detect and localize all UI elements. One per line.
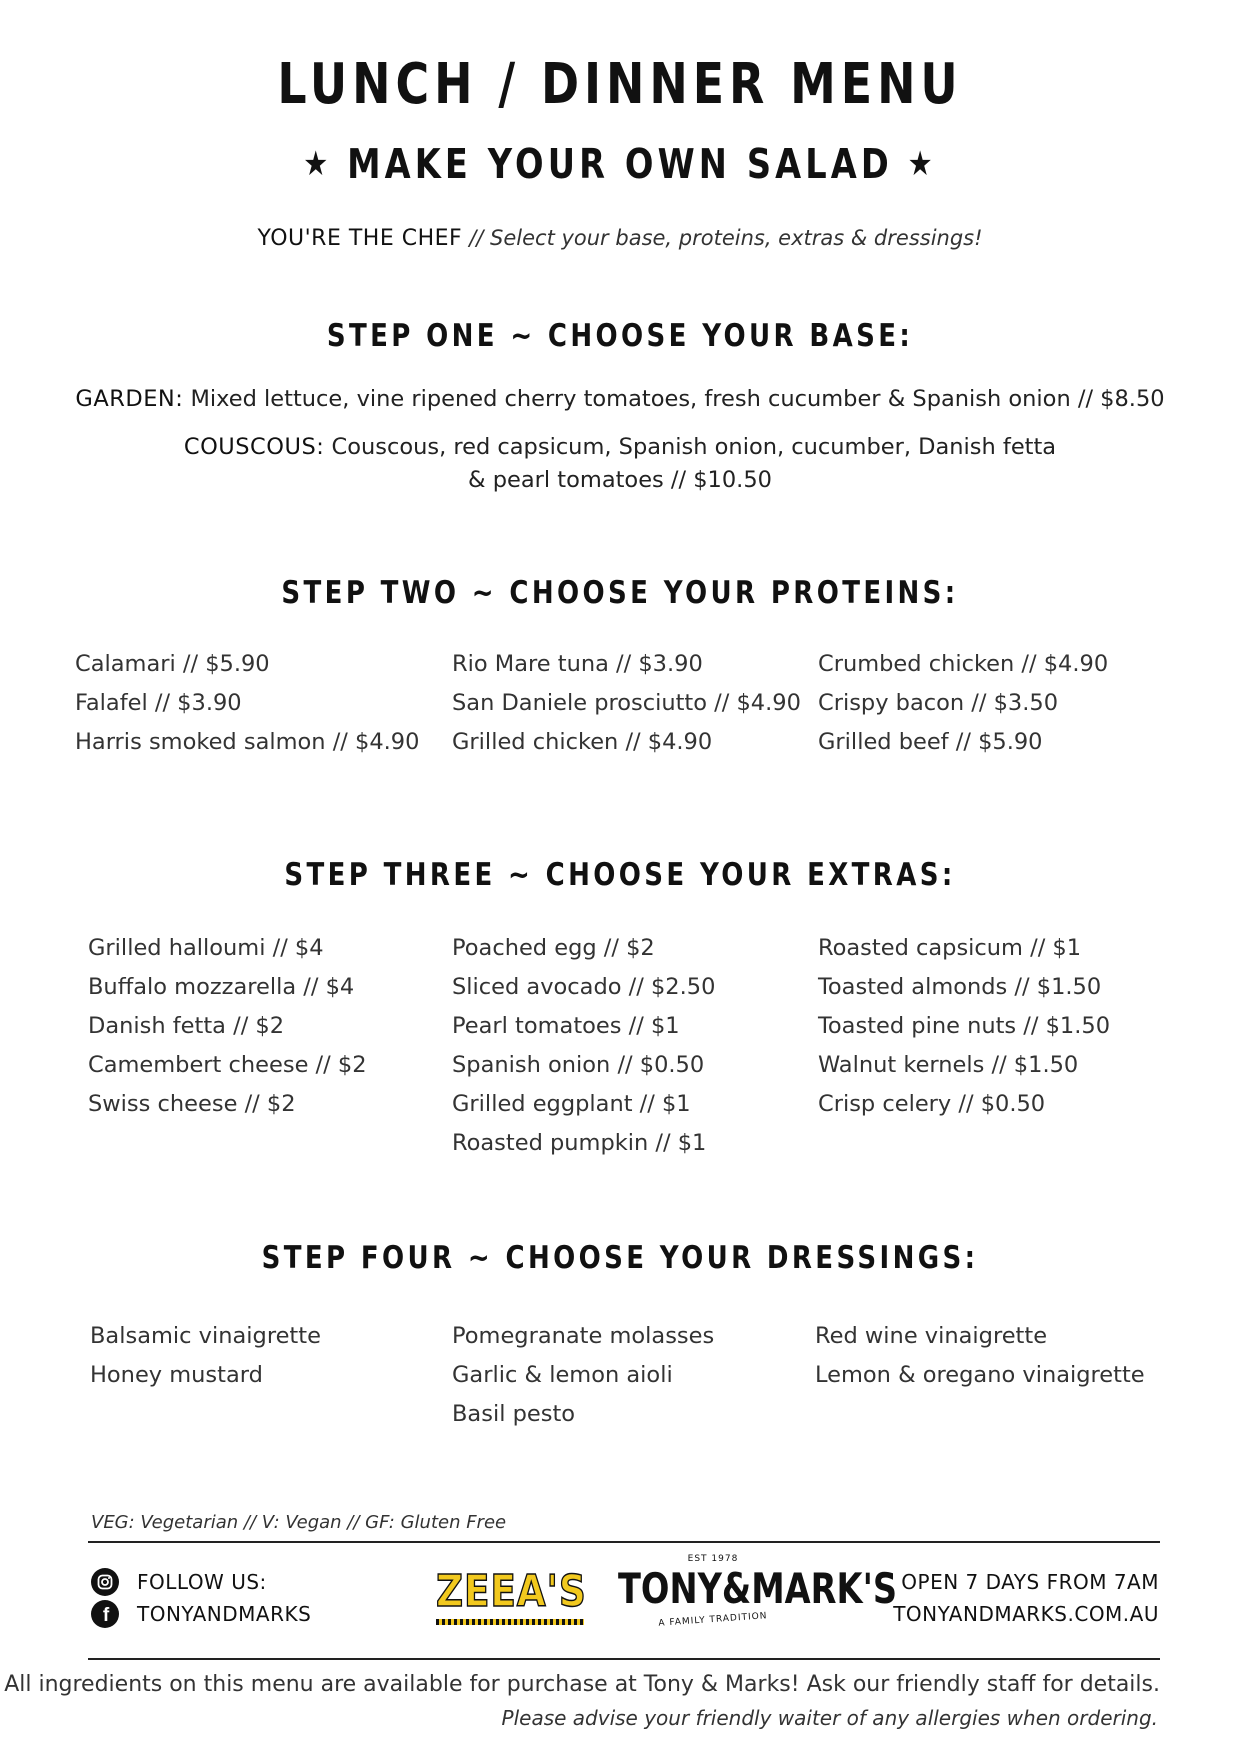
list-item: Roasted pumpkin // $1 bbox=[452, 1130, 707, 1156]
base-couscous bbox=[0, 434, 1240, 460]
list-item: Grilled beef // $5.90 bbox=[818, 729, 1043, 755]
divider-bottom bbox=[88, 1658, 1160, 1660]
list-item: Buffalo mozzarella // $4 bbox=[88, 974, 355, 1000]
star-icon: ★ bbox=[303, 144, 333, 184]
list-item: Rio Mare tuna // $3.90 bbox=[452, 651, 703, 677]
base-couscous-text: Couscous, red capsicum, Spanish onion, cucumber, Danish fetta bbox=[331, 434, 1057, 460]
list-item: Danish fetta // $2 bbox=[88, 1013, 285, 1039]
list-item: Swiss cheese // $2 bbox=[88, 1091, 296, 1117]
ingredients-note: All ingredients on this menu are available for purchase at Tony & Marks! Ask our friendly staff for details. bbox=[4, 1672, 1160, 1697]
social-handle[interactable]: TONYANDMARKS bbox=[137, 1602, 312, 1626]
list-item: Grilled eggplant // $1 bbox=[452, 1091, 691, 1117]
proteins-col-2 bbox=[452, 645, 801, 762]
list-item: Pomegranate molasses bbox=[452, 1323, 715, 1349]
proteins-col-3 bbox=[818, 645, 1108, 762]
zeeas-logo-text: ZEEA'S bbox=[436, 1566, 587, 1617]
list-item: Toasted pine nuts // $1.50 bbox=[818, 1013, 1111, 1039]
list-item: Sliced avocado // $2.50 bbox=[452, 974, 716, 1000]
list-item: Harris smoked salmon // $4.90 bbox=[75, 729, 420, 755]
facebook-row bbox=[91, 1600, 311, 1628]
list-item: San Daniele prosciutto // $4.90 bbox=[452, 690, 801, 716]
list-item: Pearl tomatoes // $1 bbox=[452, 1013, 680, 1039]
list-item: Camembert cheese // $2 bbox=[88, 1052, 367, 1078]
list-item: Grilled halloumi // $4 bbox=[88, 935, 324, 961]
step-two-heading: STEP TWO ~ CHOOSE YOUR PROTEINS: bbox=[281, 575, 959, 611]
menu-title: LUNCH / DINNER MENU bbox=[277, 52, 963, 117]
dressings-col-3 bbox=[815, 1317, 1145, 1395]
step-four-heading: STEP FOUR ~ CHOOSE YOUR DRESSINGS: bbox=[261, 1240, 979, 1276]
allergy-note: Please advise your friendly waiter of any allergies when ordering. bbox=[501, 1706, 1158, 1730]
list-item: Spanish onion // $0.50 bbox=[452, 1052, 705, 1078]
dressings-col-2 bbox=[452, 1317, 714, 1434]
tagline-rest: // Select your base, proteins, extras & dressings! bbox=[469, 226, 983, 250]
proteins-col-1 bbox=[75, 645, 419, 762]
list-item: Poached egg // $2 bbox=[452, 935, 655, 961]
star-icon: ★ bbox=[907, 144, 937, 184]
list-item: Red wine vinaigrette bbox=[815, 1323, 1048, 1349]
website-link[interactable]: TONYANDMARKS.COM.AU bbox=[893, 1602, 1159, 1626]
list-item: Calamari // $5.90 bbox=[75, 651, 270, 677]
list-item: Garlic & lemon aioli bbox=[452, 1362, 673, 1388]
extras-col-1 bbox=[88, 929, 367, 1124]
list-item: Basil pesto bbox=[452, 1401, 576, 1427]
step-three-heading: STEP THREE ~ CHOOSE YOUR EXTRAS: bbox=[284, 857, 956, 893]
list-item: Lemon & oregano vinaigrette bbox=[815, 1362, 1145, 1388]
list-item: Toasted almonds // $1.50 bbox=[818, 974, 1102, 1000]
zeeas-logo bbox=[436, 1566, 613, 1625]
list-item: Balsamic vinaigrette bbox=[90, 1323, 321, 1349]
menu-subtitle bbox=[112, 140, 1129, 188]
extras-col-2 bbox=[452, 929, 715, 1163]
logo-tagline: A FAMILY TRADITION bbox=[658, 1611, 768, 1629]
instagram-icon[interactable] bbox=[91, 1568, 119, 1596]
base-garden bbox=[0, 386, 1240, 412]
list-item: Crisp celery // $0.50 bbox=[818, 1091, 1046, 1117]
follow-label: FOLLOW US: bbox=[137, 1570, 267, 1594]
list-item: Roasted capsicum // $1 bbox=[818, 935, 1082, 961]
tony-marks-logo bbox=[618, 1554, 898, 1629]
instagram-row bbox=[91, 1568, 267, 1596]
list-item: Falafel // $3.90 bbox=[75, 690, 242, 716]
dressings-col-1 bbox=[90, 1317, 321, 1395]
list-item: Grilled chicken // $4.90 bbox=[452, 729, 713, 755]
list-item: Honey mustard bbox=[90, 1362, 263, 1388]
dietary-legend: VEG: Vegetarian // V: Vegan // GF: Gluten Free bbox=[91, 1512, 507, 1533]
list-item: Crispy bacon // $3.50 bbox=[818, 690, 1059, 716]
tagline-bold: YOU'RE THE CHEF bbox=[257, 226, 463, 251]
divider-top bbox=[88, 1541, 1160, 1543]
tagline bbox=[0, 226, 1240, 251]
step-one-heading: STEP ONE ~ CHOOSE YOUR BASE: bbox=[326, 318, 914, 354]
subtitle-text: MAKE YOUR OWN SALAD bbox=[347, 140, 893, 188]
base-garden-label: GARDEN: bbox=[75, 386, 184, 412]
base-couscous-cont: & pearl tomatoes // $10.50 bbox=[468, 467, 772, 493]
extras-col-3 bbox=[818, 929, 1110, 1124]
opening-hours: OPEN 7 DAYS FROM 7AM bbox=[901, 1570, 1159, 1594]
list-item: Walnut kernels // $1.50 bbox=[818, 1052, 1079, 1078]
zeeas-logo-underline bbox=[436, 1619, 584, 1625]
facebook-icon[interactable]: f bbox=[91, 1600, 119, 1628]
base-couscous-label: COUSCOUS: bbox=[183, 434, 325, 460]
base-garden-text: Mixed lettuce, vine ripened cherry tomatoes, fresh cucumber & Spanish onion // $8.50 bbox=[190, 386, 1165, 412]
list-item: Crumbed chicken // $4.90 bbox=[818, 651, 1109, 677]
logo-tm-text: TONY&MARK'S bbox=[618, 1564, 898, 1613]
logo-est: EST 1978 bbox=[687, 1554, 739, 1564]
